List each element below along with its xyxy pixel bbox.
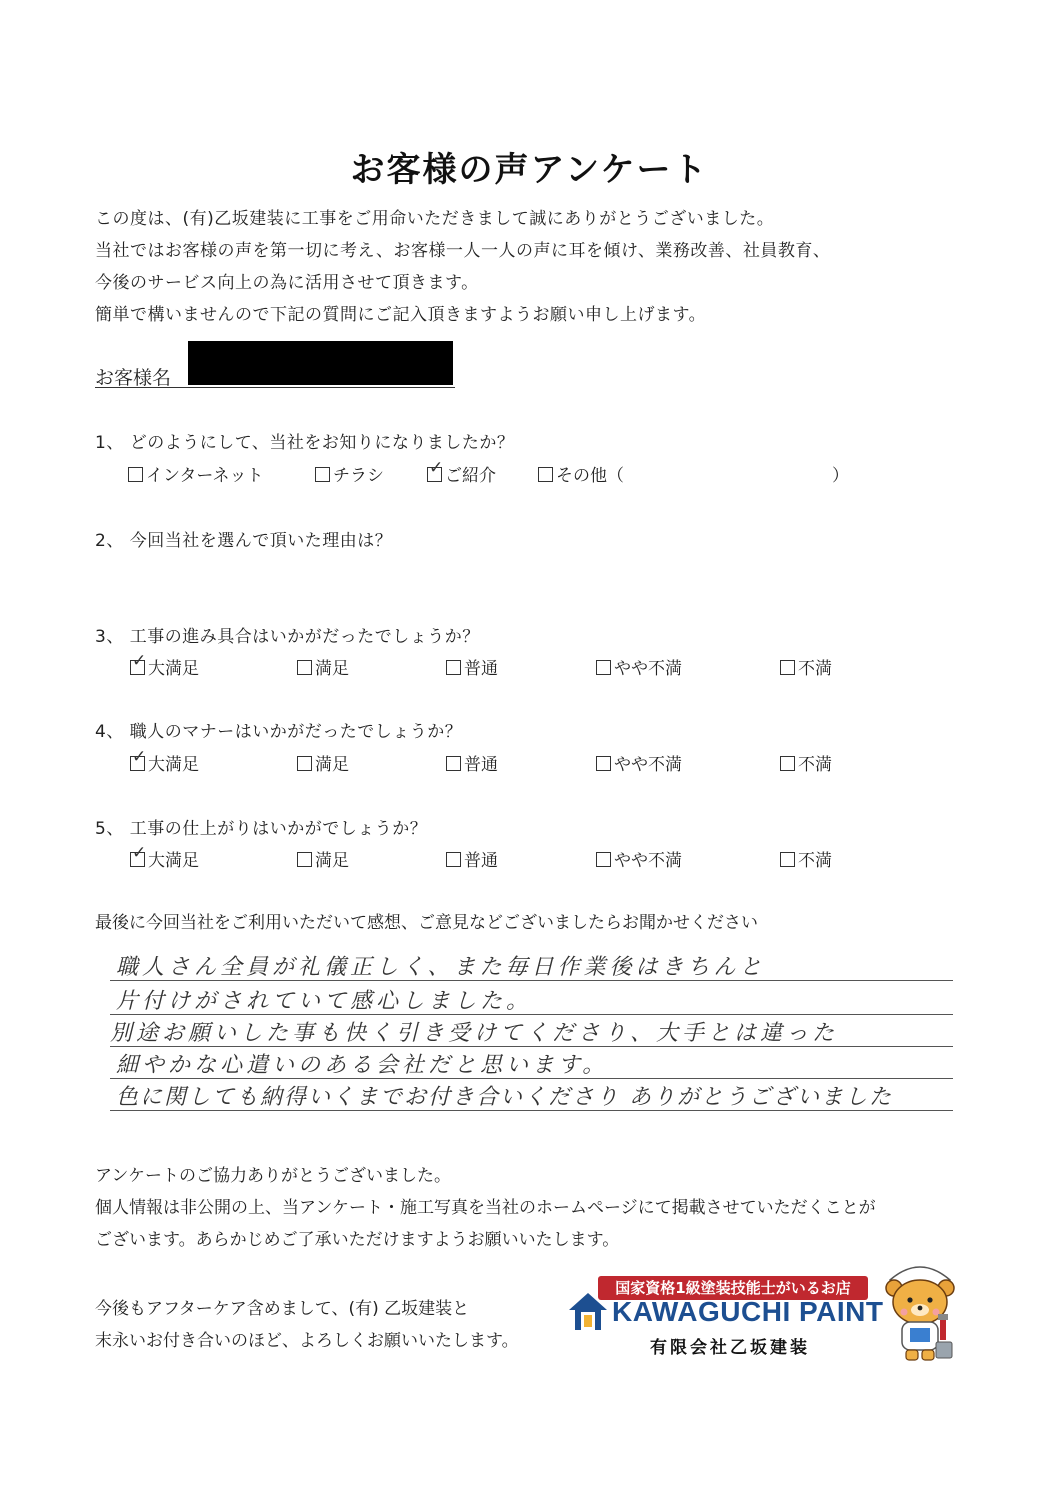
q5-option-dissatisfied[interactable]: 不満 [780,846,832,871]
checkbox[interactable] [780,852,795,867]
outro-line: アンケートのご協力ありがとうございました。 [95,1166,451,1186]
q1-option-other[interactable]: その他（ [538,461,624,486]
checkbox[interactable] [128,467,143,482]
q1-option-referral[interactable]: ✓ ご紹介 [429,458,496,486]
q1-option-flyer[interactable]: チラシ [315,461,384,486]
house-logo-icon [566,1290,610,1338]
check-mark-icon: ✓ [132,843,147,863]
checkbox[interactable] [297,660,312,675]
q1-option-internet[interactable]: インターネット [128,461,263,486]
company-name: 有限会社乙坂建装 [650,1338,810,1358]
handwritten-comment-line: 別途お願いした事も快く引き受けてくださり、大手とは違った [110,1021,839,1046]
q4-option-very-satisfied[interactable]: ✓ 大満足 [132,747,199,775]
q1-other-close-paren: ） [832,466,849,486]
q5-option-somewhat-dissatisfied[interactable]: やや不満 [596,846,682,871]
check-mark-icon: ✓ [132,747,147,767]
checkbox-checked[interactable] [130,843,147,867]
handwritten-comment-line: 色に関しても納得いくまでお付き合いくださり ありがとうございました [116,1085,893,1110]
handwritten-comment-line: 細やかな心遣いのある会社だと思います。 [116,1053,609,1078]
redaction-bar [188,341,453,385]
q3-option-neutral[interactable]: 普通 [446,654,498,679]
checkbox-checked[interactable] [130,651,147,675]
q3-option-very-satisfied[interactable]: ✓ 大満足 [132,651,199,679]
question-4: 4、 職人のマナーはいかがだったでしょうか？ [95,722,463,742]
comments-question: 最後に今回当社をご利用いただいて感想、ご意見などございましたらお聞かせください [95,913,758,933]
page-title: お客様の声アンケート [350,150,709,190]
closing-line: 今後もアフターケア含めまして、(有) 乙坂建装と [95,1299,470,1319]
checkbox[interactable] [780,756,795,771]
checkbox[interactable] [596,660,611,675]
q3-option-somewhat-dissatisfied[interactable]: やや不満 [596,654,682,679]
checkbox[interactable] [297,756,312,771]
q4-option-satisfied[interactable]: 満足 [297,750,349,775]
q3-option-satisfied[interactable]: 満足 [297,654,349,679]
checkbox[interactable] [446,756,461,771]
handwritten-comment-line: 片付けがされていて感心しました。 [116,989,533,1014]
question-1: 1、 どのようにして、当社をお知りになりましたか？ [95,433,515,453]
closing-line: 末永いお付き合いのほど、よろしくお願いいたします。 [95,1331,519,1351]
intro-line: 簡単で構いませんので下記の質問にご記入頂きますようお願い申し上げます。 [95,305,707,325]
question-2: 2、 今回当社を選んで頂いた理由は？ [95,531,393,551]
checkbox-checked[interactable] [427,458,444,482]
checkbox[interactable] [446,852,461,867]
customer-name-line [95,387,455,388]
intro-text [95,203,830,331]
q4-option-neutral[interactable]: 普通 [446,750,498,775]
intro-line: 今後のサービス向上の為に活用させて頂きます。 [95,273,479,293]
q5-option-neutral[interactable]: 普通 [446,846,498,871]
check-mark-icon: ✓ [132,651,147,671]
checkbox[interactable] [596,852,611,867]
checkbox[interactable] [538,467,553,482]
outro-line: 個人情報は非公開の上、当アンケート・施工写真を当社のホームページにて掲載させていただくことが [95,1198,876,1218]
q5-option-very-satisfied[interactable]: ✓ 大満足 [132,843,199,871]
checkbox-checked[interactable] [130,747,147,771]
outro-line: ございます。あらかじめご了承いただけますようお願いいたします。 [95,1230,620,1250]
handwritten-comment-line: 職人さん全員が礼儀正しく、また毎日作業後はきちんと [116,955,766,980]
q3-option-dissatisfied[interactable]: 不満 [780,654,832,679]
checkbox[interactable] [297,852,312,867]
q4-option-somewhat-dissatisfied[interactable]: やや不満 [596,750,682,775]
outro-text [95,1160,876,1256]
closing-text [95,1293,519,1357]
question-3: 3、 工事の進み具合はいかがだったでしょうか？ [95,627,480,647]
checkbox[interactable] [315,467,330,482]
brand-name: KAWAGUCHI PAINT [612,1296,884,1327]
logo-tagline: 国家資格1級塗装技能士がいるお店 [598,1276,868,1300]
bear-mascot-icon [880,1258,960,1367]
intro-line: 当社ではお客様の声を第一切に考え、お客様一人一人の声に耳を傾け、業務改善、社員教育、 [95,241,831,261]
checkbox[interactable] [446,660,461,675]
q5-option-satisfied[interactable]: 満足 [297,846,349,871]
check-mark-icon: ✓ [429,458,444,478]
checkbox[interactable] [596,756,611,771]
intro-line: この度は、(有)乙坂建装に工事をご用命いただきまして誠にありがとうございました。 [95,209,775,229]
checkbox[interactable] [780,660,795,675]
q4-option-dissatisfied[interactable]: 不満 [780,750,832,775]
question-5: 5、 工事の仕上がりはいかがでしょうか？ [95,819,428,839]
customer-name-label: お客様名 [95,367,172,389]
